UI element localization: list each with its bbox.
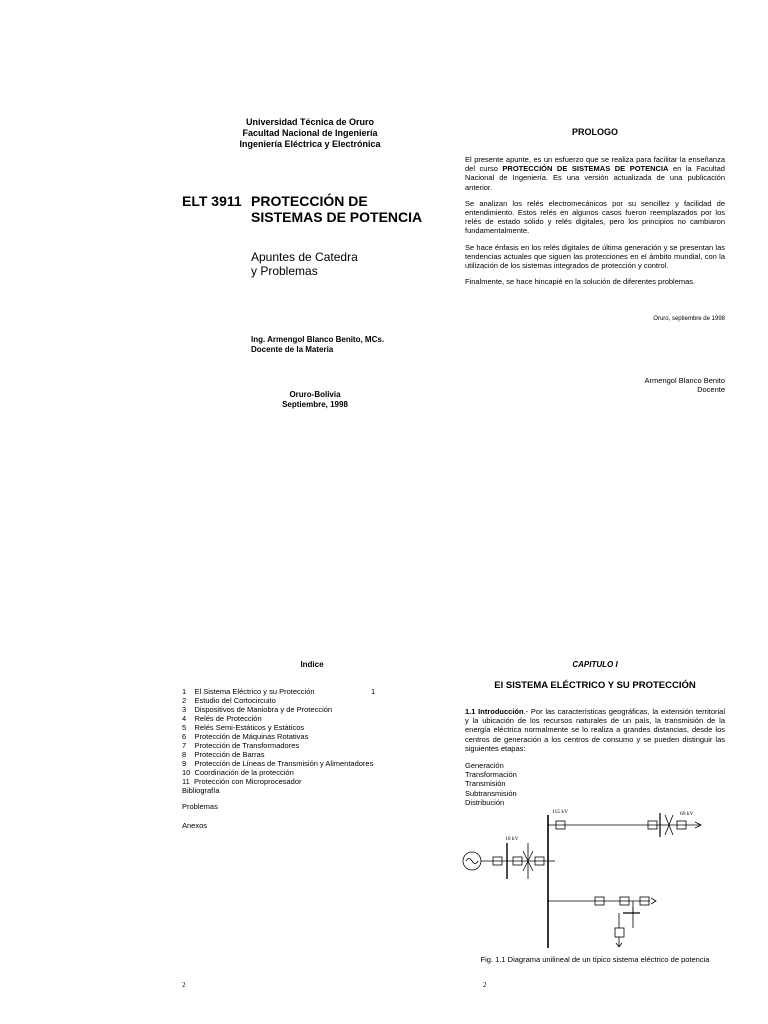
signature-role: Docente [697, 385, 725, 394]
index-list [182, 687, 442, 795]
prologue-p1-tail: en la Facultad Nacional de Ingeniería. Es una versión actualizada de una publicación anterior. [465, 164, 725, 192]
stage-item: Generación [465, 761, 504, 770]
figure-caption: Fig. 1.1 Diagrama unilineal de un típico sistema eléctrico de potencia [480, 955, 710, 964]
course-code: ELT 3911 [182, 193, 242, 209]
prologue-paragraph-4: Finalmente, se hace hincapié en la solución de diferentes problemas. [465, 277, 696, 287]
index-item [182, 777, 442, 786]
stage-item: Transmisión [465, 779, 506, 789]
index-item [182, 750, 442, 759]
index-item-text: 5 Relés Semi-Estáticos y Estáticos [182, 723, 305, 732]
intro-paragraph [465, 707, 725, 753]
course-title-line-1: PROTECCIÓN DE [251, 193, 368, 209]
prologue-p1-bold: PROTECCIÓN DE SISTEMAS DE POTENCIA [502, 164, 669, 174]
index-item-text: 9 Protección de Líneas de Transmisión y Alimentadores [182, 759, 374, 768]
index-item [182, 714, 442, 723]
author-block [251, 335, 384, 355]
index-item-text: 8 Protección de Barras [182, 750, 265, 759]
generator-sine [466, 859, 478, 864]
index-extras [182, 802, 218, 840]
prologue-p1-text: El presente apunte, es un esfuerzo que se realiza para facilitar la enseñanza del curso [465, 155, 725, 174]
index-item [182, 687, 442, 696]
university-name: Universidad Técnica de Oruro [245, 117, 375, 127]
cover-date: Septiembre, 1998 [282, 400, 348, 409]
stage-item: Transformación [465, 770, 517, 780]
prologue-paragraph-1 [465, 155, 725, 192]
label-10kv: 10 kV [505, 836, 519, 842]
index-item-text: 11 Protección con Microprocesador [182, 777, 302, 786]
signature-name: Armengol Blanco Benito [644, 376, 725, 385]
index-item-text: 1 El Sistema Eléctrico y su Protección [182, 687, 315, 696]
label-115kv: 115 kV [552, 809, 569, 815]
index-item [182, 786, 442, 795]
label-69kv: 69 kV [680, 811, 694, 817]
chapter-label: CAPITULO I [572, 660, 618, 669]
intro-heading: 1.1 Introducción [465, 707, 524, 716]
author-name: Ing. Armengol Blanco Benito, MCs. [251, 335, 385, 344]
stage-item: Subtransmisión [465, 788, 517, 798]
index-item-text: 6 Protección de Máquinas Rotativas [182, 732, 309, 741]
index-item-page: 1 [371, 687, 376, 696]
index-item-text: 4 Relés de Protección [182, 714, 262, 723]
faculty-name: Facultad Nacional de Ingeniería [242, 128, 378, 138]
index-item [182, 705, 442, 714]
chapter-title: El SISTEMA ELÉCTRICO Y SU PROTECCIÓN [494, 680, 696, 691]
author-role: Docente de la Materia [251, 345, 334, 354]
index-item-text: 7 Protección de Transformadores [182, 741, 300, 750]
index-title: Indice [300, 660, 324, 669]
prologue-date: Oruro, septiembre de 1998 [653, 316, 725, 322]
index-item-text: 3 Dispositivos de Maniobra y de Protección [182, 705, 333, 714]
department-name: Ingeniería Eléctrica y Electrónica [239, 139, 381, 149]
index-item [182, 696, 442, 705]
index-item [182, 732, 442, 741]
prologue-paragraph-3: Se hace énfasis en los relés digitales de última generación y se presentan las tendencias actuales que siguen las protecciones en el ámbito mundial, con la utilización de los sistemas integrados de protección y control. [465, 242, 725, 271]
index-item [182, 723, 442, 732]
prologue-title: PROLOGO [571, 127, 618, 137]
page-number-left: 2 [182, 981, 186, 989]
index-item [182, 768, 442, 777]
index-item [182, 759, 442, 768]
place: Oruro-Bolivia [289, 390, 341, 399]
stages-list [465, 761, 517, 807]
index-item-text: Bibliografía [182, 786, 220, 795]
course-title [251, 193, 451, 225]
index-item [182, 741, 442, 750]
place-date-block [240, 390, 390, 410]
signature-block [560, 376, 725, 394]
page-number-right: 2 [483, 981, 487, 989]
subtitle-line-2: y Problemas [251, 264, 318, 278]
index-item-text: 2 Estudio del Cortocircuito [182, 696, 276, 705]
prologue-body [465, 155, 725, 293]
index-anexos: Anexos [182, 821, 208, 830]
single-line-diagram [455, 803, 725, 953]
stage-item: Distribución [465, 797, 505, 807]
prologue-paragraph-2: Se analizan los relés electromecánicos por su sencillez y facilidad de entendimiento. Estos relés en algunos casos fueron reemplazados por los relés de estado sólido y relés digitales, pero los principios no cambiaron fundamentalmente. [465, 198, 725, 236]
intro-text: .- Por las características geográficas, la extensión territorial y la ubicación de los recursos naturales de un país, la transmisión de la energía eléctrica normalmente se lo realiza a grandes distancias, desde los centros de generación a los centros de consumo y se pueden distinguir las siguientes etapas: [465, 707, 725, 753]
index-item-text: 10 Coordinación de la protección [182, 768, 294, 777]
subtitle-line-1: Apuntes de Catedra [251, 250, 358, 264]
index-problemas: Problemas [182, 802, 218, 811]
course-title-line-2: SISTEMAS DE POTENCIA [251, 209, 423, 225]
subtitle [251, 250, 431, 278]
university-header [210, 117, 410, 150]
